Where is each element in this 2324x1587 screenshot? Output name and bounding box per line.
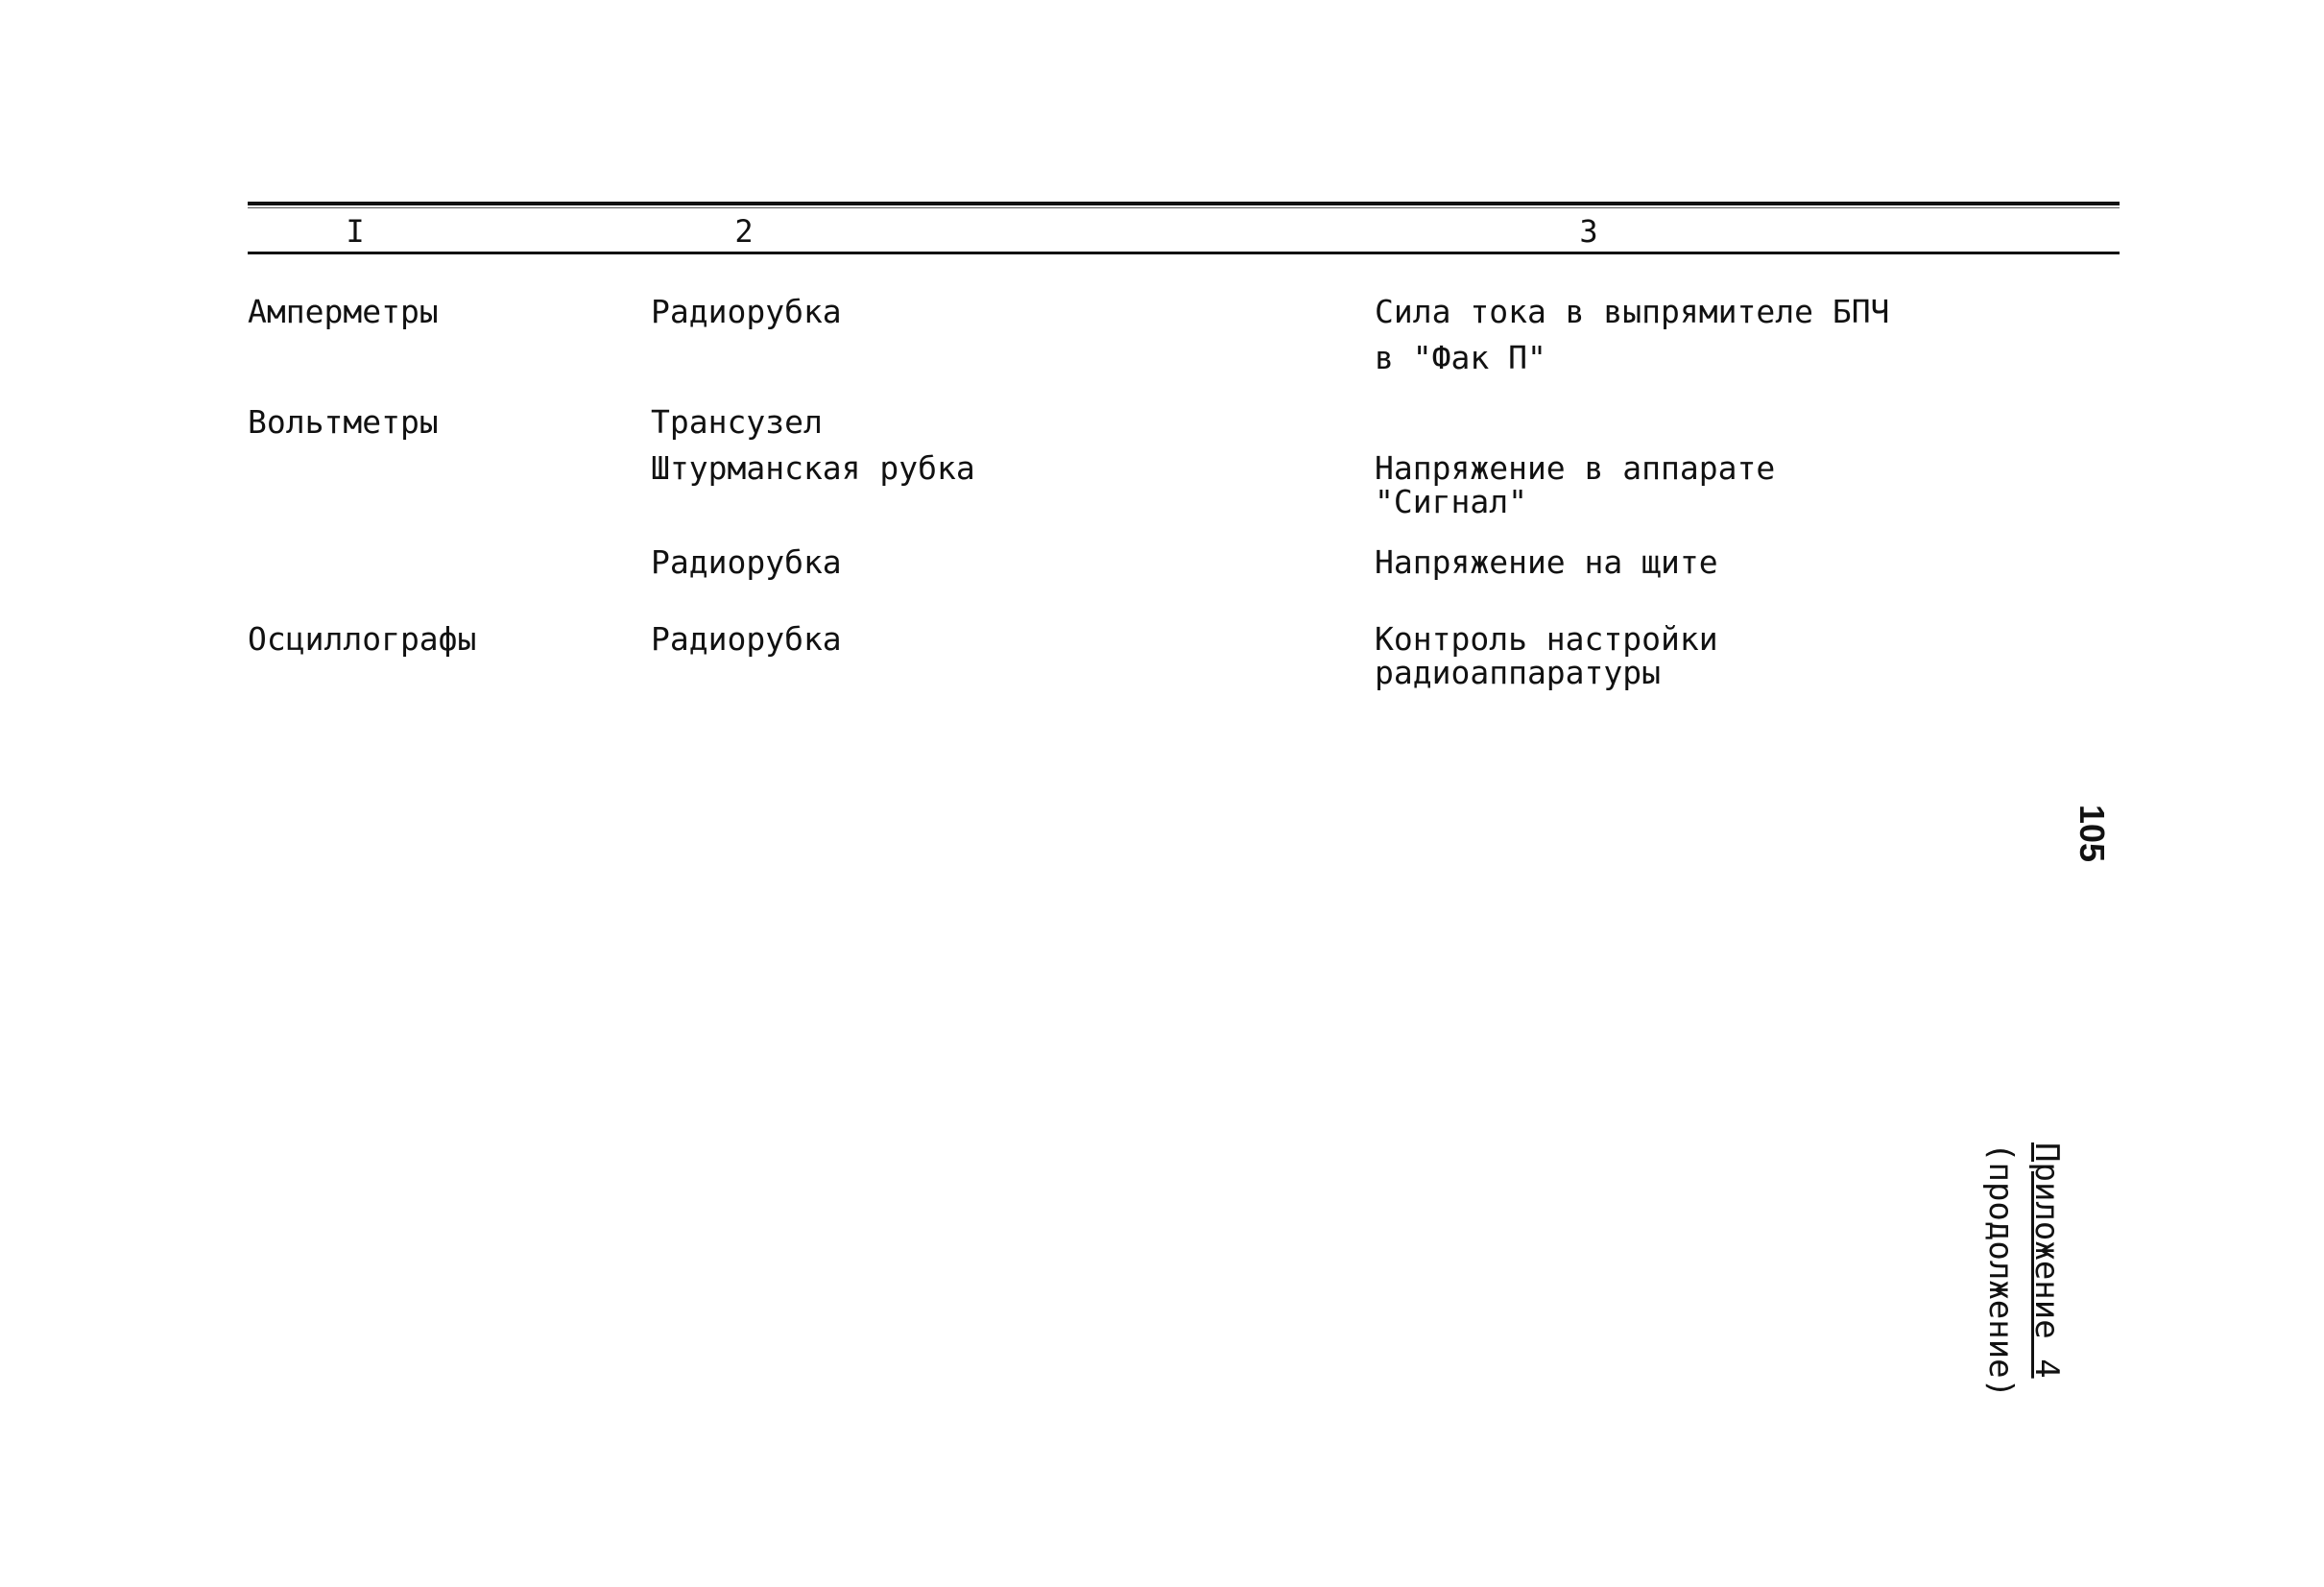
table-top-rule-thin <box>248 207 2120 208</box>
appendix-subtitle: (продолжение) <box>1981 1142 2020 1399</box>
row-1-purpose-line-2: в "Фак П" <box>1375 339 1546 376</box>
row-1-instrument: Амперметры <box>248 293 439 330</box>
row-2-purpose-line-2: "Сигнал" <box>1375 483 1527 520</box>
row-1-purpose-line-1: Сила тока в выпрямителе БПЧ <box>1375 293 1890 330</box>
row-1-location-1: Радиорубка <box>651 293 842 330</box>
page-number: 105 <box>2072 805 2112 863</box>
table-top-rule <box>248 202 2120 205</box>
row-3-location-1: Радиорубка <box>651 620 842 658</box>
row-3-instrument: Осциллографы <box>248 620 477 658</box>
column-number-3: 3 <box>1579 213 1598 250</box>
column-number-1: I <box>346 213 365 250</box>
row-2-purpose-line-3: Напряжение на щите <box>1375 543 1718 581</box>
row-2-instrument: Вольтметры <box>248 403 439 441</box>
row-2-location-1: Трансузел <box>651 403 823 441</box>
appendix-title: Приложение 4 <box>2027 1142 2066 1379</box>
row-2-location-3: Радиорубка <box>651 543 842 581</box>
row-2-purpose-line-1: Напряжение в аппарате <box>1375 449 1776 487</box>
table-header-bottom-rule <box>248 252 2120 254</box>
column-number-2: 2 <box>734 213 754 250</box>
row-3-purpose-line-2: радиоаппаратуры <box>1375 654 1662 691</box>
row-3-purpose-line-1: Контроль настройки <box>1375 620 1718 658</box>
row-2-location-2: Штурманская рубка <box>651 449 975 487</box>
